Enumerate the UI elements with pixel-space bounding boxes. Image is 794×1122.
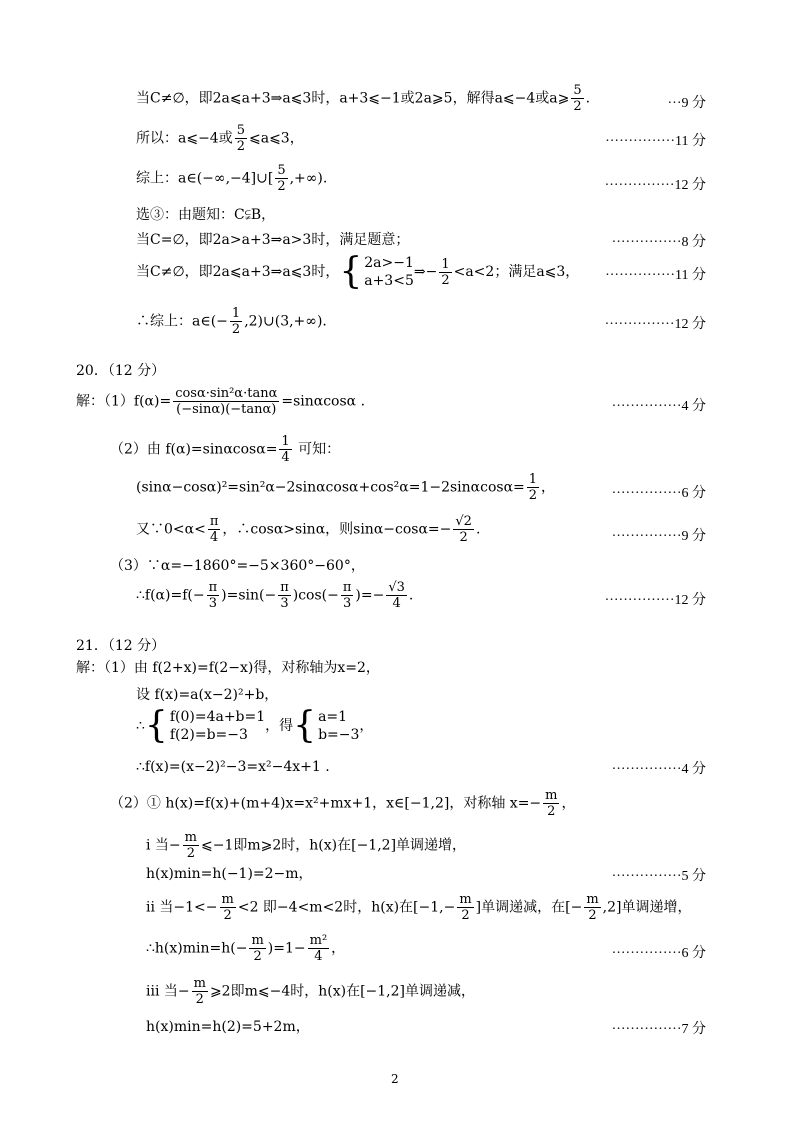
question-21-title: 21．（12 分） [76, 638, 166, 654]
q21-case-ii-result: ∴h(x)min=h(− $\frac{m}{2}$ )=1− $\frac{\text{m²}}{4}$ ， [146, 933, 346, 964]
score-mark: ···············12 分 [604, 593, 706, 608]
question-20-title: 20．（12 分） [76, 363, 166, 379]
q21-case-iii-result: h(x)min=h(2)=5+2m， [146, 1019, 310, 1035]
score-mark: ···············4 分 [611, 762, 706, 777]
score-mark: ···············4 分 [611, 399, 706, 414]
q21-step-3: ∴{ f(0)=4a+b=1 f(2)=b=−3 ，得{ a=1 b=−3 ， [136, 705, 374, 746]
score-mark: ···9 分 [667, 96, 706, 111]
score-mark: ···············9 分 [611, 529, 706, 544]
q20-step-1: 解：（1）f(α)= $\frac{\text{cosα·sin²α·tanα}}{(-\sin\alpha)(-\tan\alpha)}$ =sinαcosα . [76, 386, 366, 417]
q21-case-i-result: h(x)min=h(−1)=2−m， [146, 866, 313, 882]
q19-line-4: 选③：由题知：C⫋B， [136, 207, 276, 223]
q20-step-3: (sinα−cosα)²=sin²α−2sinαcosα+cos²α=1−2sinαcosα= $\frac{1}{2}$ ， [136, 472, 556, 503]
q21-step-1: 解：（1）由 f(2+x)=f(2−x)得，对称轴为x=2， [76, 660, 380, 676]
q20-step-2: （2）由 f(α)=sinαcosα= $\frac{1}{4}$ 可知： [110, 434, 341, 465]
score-mark: ···············8 分 [611, 235, 706, 250]
q20-step-5: （3）∵α=−1860°=−5×360°−60°， [110, 558, 365, 574]
score-mark: ···············12 分 [604, 317, 706, 332]
q21-case-ii: ii 当−1<− $\frac{m}{2}$ <2 即−4<m<2时，h(x)在[−1,− $\frac{m}{2}$ ]单调递减，在[− $\frac{m}{2}$ ,2]单调递增， [146, 892, 692, 923]
q21-step-2: 设 f(x)=a(x−2)²+b， [136, 687, 279, 703]
q21-step-4: ∴f(x)=(x−2)²−3=x²−4x+1 . [136, 759, 330, 775]
q20-step-4: 又∵0<α< $\frac{\pi}{4}$ ，∴cosα>sinα，则sinα−cosα=− $\frac{√2}{2}$ . [136, 514, 481, 545]
score-mark: ···············11 分 [605, 268, 706, 283]
fraction: $\frac{5}{2}$ [573, 83, 582, 114]
q20-step-6: ∴f(α)=f(− $\frac{\pi}{3}$ )=sin(− $\frac{\pi}{3}$ )cos(− $\frac{\pi}{3}$ )=− $\frac{√3}{4}$ . [136, 580, 414, 611]
score-mark: ···············6 分 [611, 946, 706, 961]
q19-line-2: 所以：a⩽−4或 $\frac{5}{2}$ ⩽a⩽3， [136, 123, 304, 154]
q19-line-6: 当C≠∅，即2a⩽a+3⇒a⩽3时，{ 2a>−1 a+3<5 ⇒− $\frac{1}{2}$ <a<2；满足a⩽3， [136, 251, 580, 292]
q19-line-5: 当C=∅，即2a>a+3⇒a>3时，满足题意； [136, 232, 410, 248]
q19-line-1: 当C≠∅，即2a⩽a+3⇒a⩽3时，a+3⩽−1或2a⩾5，解得a⩽−4或a⩾ $\frac{5}{2}$ . [136, 83, 591, 114]
score-mark: ···············6 分 [611, 486, 706, 501]
q19-line-3: 综上：a∈(−∞,−4]∪[ $\frac{5}{2}$ ,+∞). [136, 163, 328, 194]
score-mark: ···············11 分 [605, 134, 706, 149]
q19-line-7: ∴综上：a∈(− $\frac{1}{2}$ ,2)∪(3,+∞). [136, 306, 327, 337]
q21-step-5: （2）① h(x)=f(x)+(m+4)x=x²+mx+1，x∈[−1,2]，对称轴 x=− $\frac{m}{2}$ ， [110, 788, 576, 819]
score-mark: ···············7 分 [611, 1022, 706, 1037]
q21-case-iii: iii 当− $\frac{m}{2}$ ⩾2即m⩽−4时，h(x)在[−1,2]单调递减， [146, 976, 475, 1007]
page-number: 2 [391, 1072, 399, 1086]
score-mark: ···············12 分 [604, 178, 706, 193]
q21-case-i: i 当− $\frac{m}{2}$ ⩽−1即m⩾2时，h(x)在[−1,2]单调递增， [146, 830, 467, 861]
score-mark: ···············5 分 [611, 869, 706, 884]
